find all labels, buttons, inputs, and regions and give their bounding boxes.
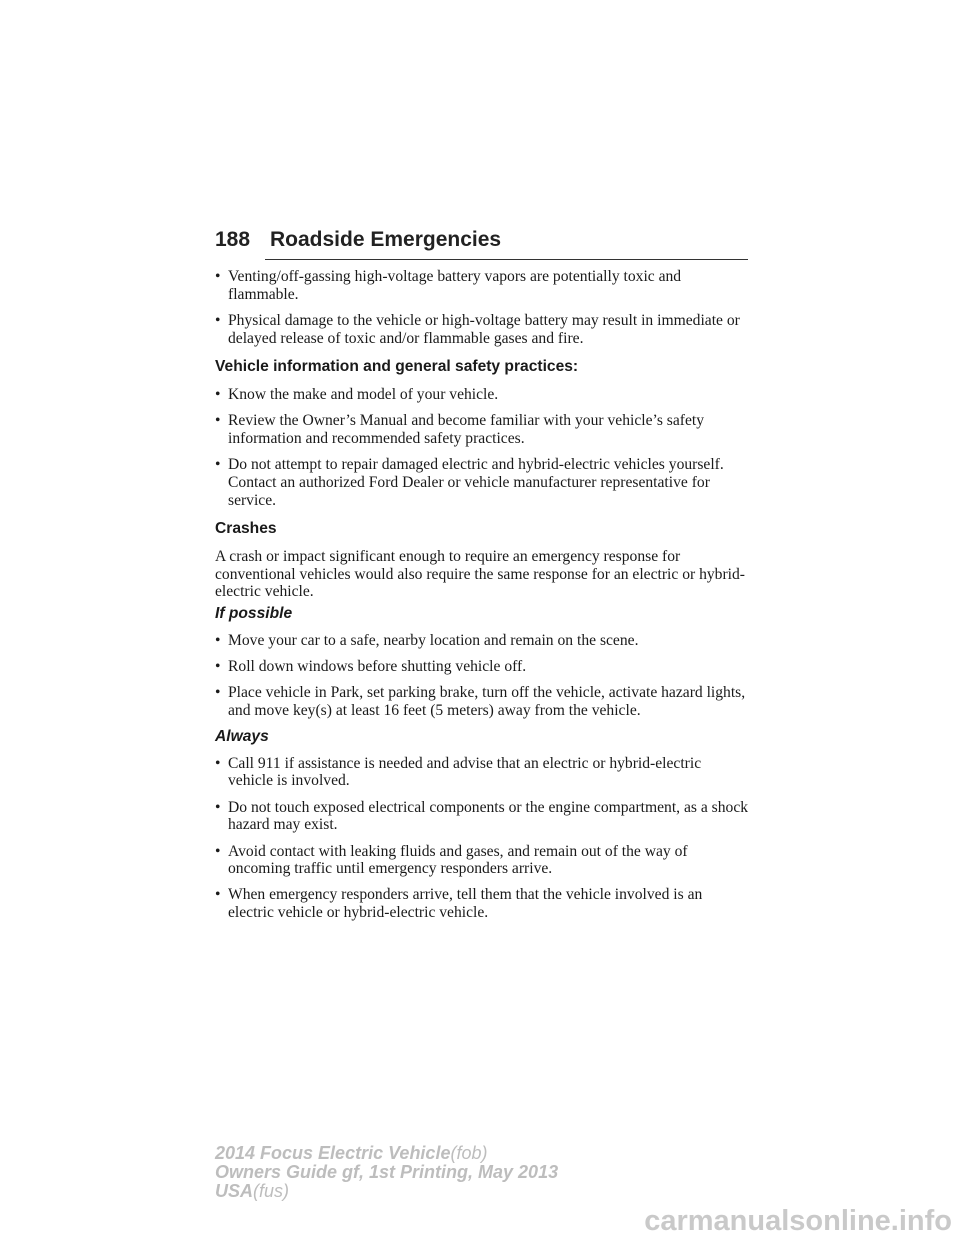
list-item: [215, 843, 750, 878]
bullet-text: Review the Owner’s Manual and become familiar with your vehicle’s safety information and recommended safety practices.: [228, 412, 705, 447]
footer-vehicle: 2014 Focus Electric Vehicle: [215, 1143, 451, 1163]
page-header: [215, 228, 748, 260]
crashes-paragraph: A crash or impact significant enough to require an emergency response for conventional vehicles would also require the same response for an electric or hybrid-electric vehicle.: [215, 547, 745, 601]
list-item: [215, 684, 750, 719]
bullet-text: Venting/off-gassing high-voltage battery vapors are potentially toxic and flammable.: [228, 268, 682, 303]
list-item: [215, 386, 750, 404]
bullet-icon: •: [215, 311, 221, 329]
bullet-text: Physical damage to the vehicle or high-voltage battery may result in immediate or delayed release of toxic and/or flammable gases and fire.: [228, 311, 740, 347]
footer-vehicle-code: (fob): [450, 1143, 488, 1163]
page-number: 188: [215, 228, 251, 251]
bullet-icon: •: [215, 842, 221, 860]
header-divider: [265, 259, 748, 260]
bullet-text: Place vehicle in Park, set parking brake, turn off the vehicle, activate hazard lights, and move key(s) at least 16 feet (5 meters) away from the vehicle.: [228, 684, 746, 719]
footer-line-3: [215, 1182, 558, 1201]
subheading-if-possible: If possible: [215, 605, 293, 623]
list-item: [215, 755, 750, 790]
footer-market: USA: [215, 1181, 254, 1201]
subheading-always: Always: [215, 728, 269, 746]
bullet-text: When emergency responders arrive, tell them that the vehicle involved is an electric vehicle or hybrid-electric vehicle.: [228, 886, 703, 922]
document-footer: [215, 1144, 558, 1201]
bullet-icon: •: [215, 412, 221, 430]
section-heading-vehicle-info: Vehicle information and general safety practices:: [215, 358, 579, 376]
list-item: [215, 268, 750, 303]
bullet-text: Move your car to a safe, nearby location and remain on the scene.: [228, 631, 639, 649]
bullet-icon: •: [215, 456, 221, 474]
page-body: [215, 268, 750, 930]
footer-printing: Owners Guide gf, 1st Printing, May 2013: [215, 1162, 559, 1182]
bullet-icon: •: [215, 631, 221, 649]
bullet-icon: •: [215, 798, 221, 816]
bullet-text: Avoid contact with leaking fluids and gases, and remain out of the way of oncoming traffic until emergency responders arrive.: [228, 842, 688, 878]
list-item: [215, 658, 750, 676]
section-heading-crashes: Crashes: [215, 520, 277, 538]
list-item: [215, 456, 750, 509]
bullet-icon: •: [215, 386, 221, 404]
watermark: carmanualsonline.info: [644, 1205, 952, 1237]
bullet-text: Roll down windows before shutting vehicle off.: [228, 657, 527, 675]
bullet-icon: •: [215, 754, 221, 772]
footer-line-2: [215, 1163, 558, 1182]
footer-market-code: (fus): [253, 1181, 290, 1201]
bullet-icon: •: [215, 886, 221, 904]
bullet-text: Call 911 if assistance is needed and advise that an electric or hybrid-electric vehicle is involved.: [228, 754, 702, 790]
list-item: [215, 312, 750, 347]
bullet-text: Do not attempt to repair damaged electric and hybrid-electric vehicles yourself. Contact an authorized Ford Dealer or vehicle manufacturer representative for service.: [228, 456, 724, 509]
bullet-text: Know the make and model of your vehicle.: [228, 386, 499, 404]
list-item: [215, 412, 750, 447]
bullet-icon: •: [215, 268, 221, 285]
bullet-text: Do not touch exposed electrical components or the engine compartment, as a shock hazard may exist.: [228, 798, 749, 834]
list-item: [215, 799, 750, 834]
footer-line-1: [215, 1144, 558, 1163]
list-item: [215, 632, 750, 650]
list-item: [215, 886, 750, 921]
bullet-icon: •: [215, 657, 221, 675]
chapter-title: Roadside Emergencies: [270, 228, 502, 251]
bullet-icon: •: [215, 684, 221, 702]
